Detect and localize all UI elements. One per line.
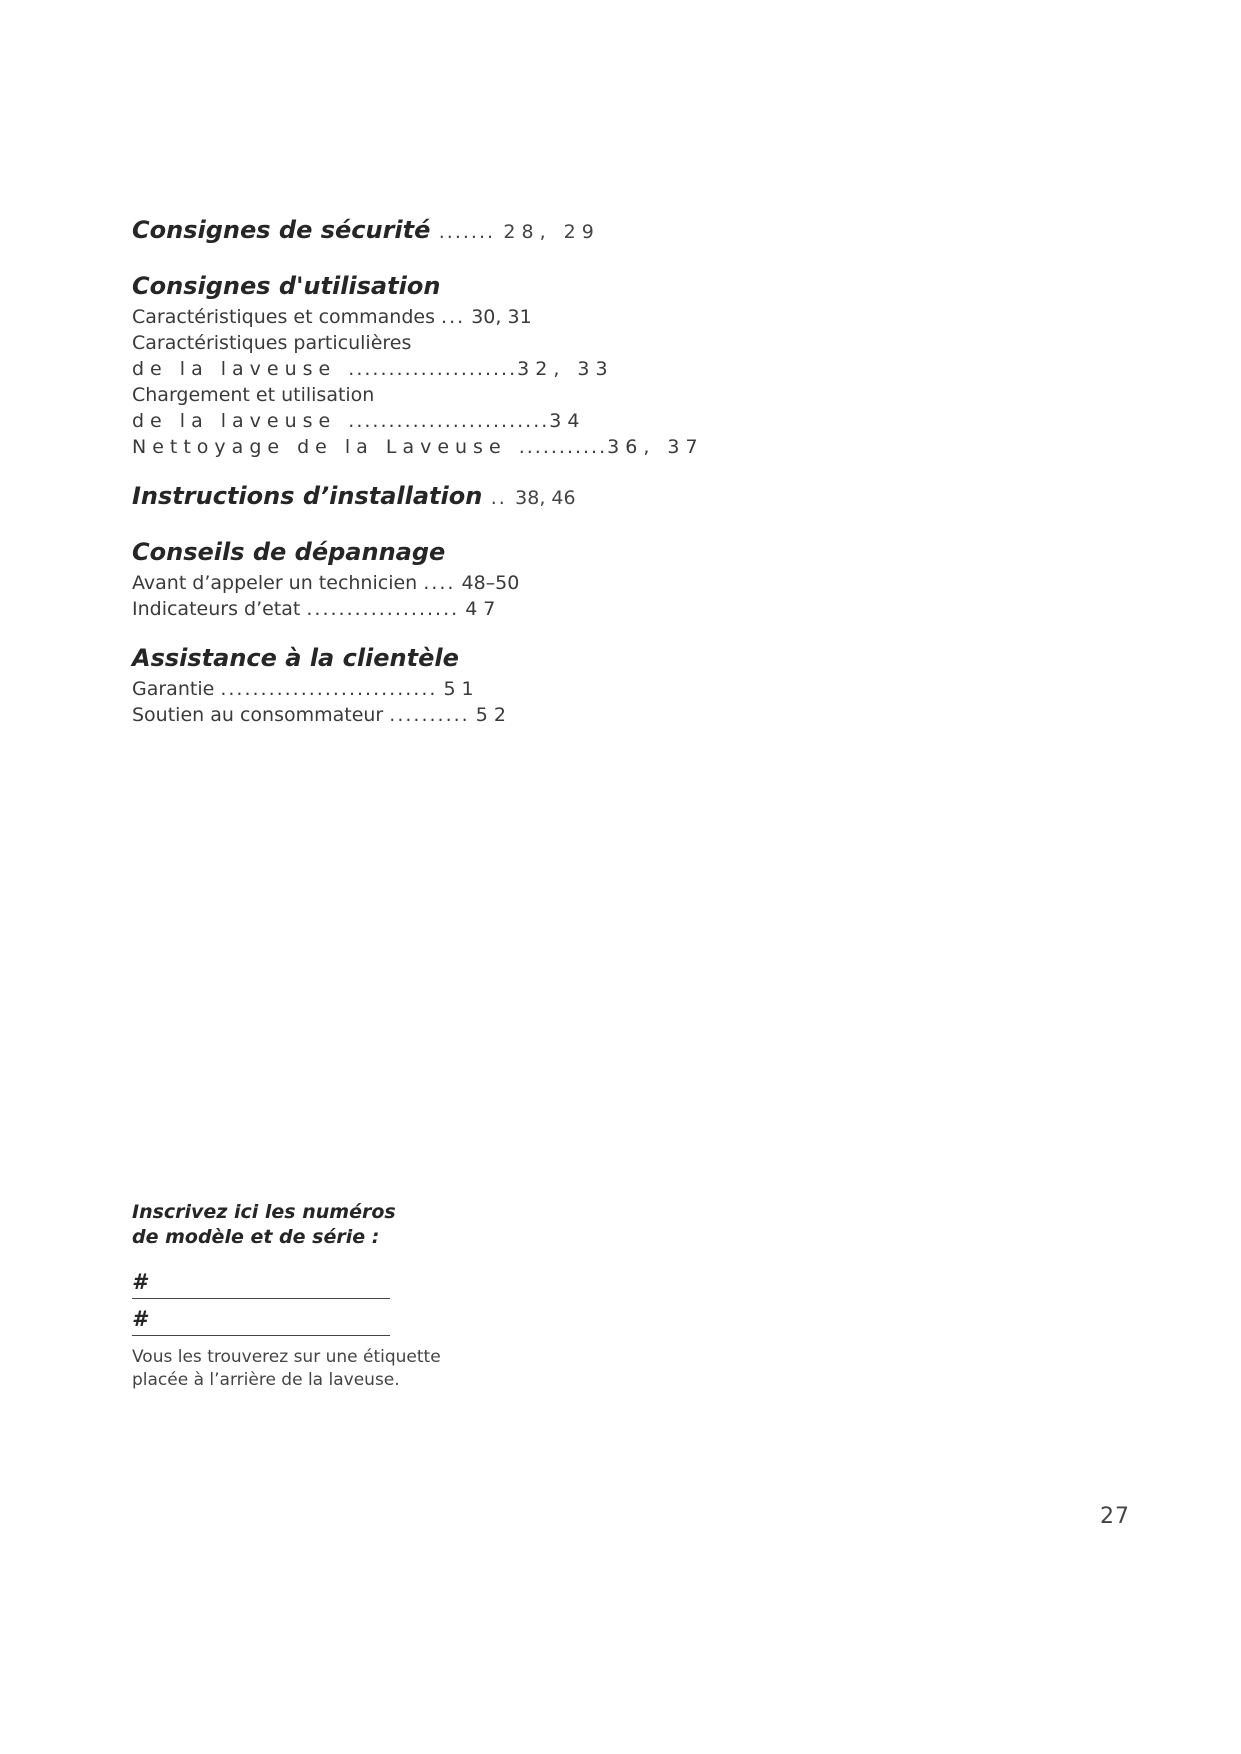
page-ref: 48–50 [461,572,520,594]
toc-heading-title: Instructions d’installation [132,482,483,510]
toc-entry-text: Avant d’appeler un technicien [132,572,418,594]
toc-entry-text: Soutien au consommateur [132,704,384,726]
toc-entry[interactable] [132,596,752,622]
toc-heading-customer[interactable] [132,640,752,676]
page-ref: 32, 33 [517,358,614,380]
dot-leader: .... [423,572,456,594]
toc-entry-text: Indicateurs d’etat [132,598,301,620]
page-ref: 47 [465,598,502,620]
dot-leader: ........................... [220,678,438,700]
dot-leader: ....... [438,221,496,243]
page-ref: 28, 29 [503,221,600,243]
toc-section-operating [132,268,752,460]
toc-heading-troubleshooting[interactable] [132,534,752,570]
toc-entry-text: de la laveuse [132,410,337,432]
toc-entry-text: Garantie [132,678,215,700]
dot-leader: ................... [306,598,460,620]
serial-number-field[interactable]: # [132,1305,390,1336]
toc-entry-text: de la laveuse [132,358,337,380]
page-ref: 51 [443,678,480,700]
table-of-contents [132,212,752,746]
toc-entry[interactable] [132,570,752,596]
page-ref: 38, 46 [515,487,576,509]
toc-heading-title: Conseils de dépannage [132,538,446,566]
serial-note: Vous les trouverez sur une étiquette placée à l’arrière de la laveuse. [132,1347,441,1390]
serial-number-box [132,1200,472,1392]
toc-entry[interactable] [132,304,752,330]
toc-heading-operating[interactable] [132,268,752,304]
toc-section-troubleshooting [132,534,752,622]
dot-leader: .. [490,487,507,509]
dot-leader: ..................... [348,358,518,380]
toc-heading-installation[interactable] [132,478,752,516]
toc-section-installation [132,478,752,516]
toc-entry[interactable] [132,676,752,702]
toc-heading-title: Consignes de sécurité [132,216,431,244]
serial-heading: Inscrivez ici les numéros de modèle et de série : [132,1201,396,1248]
page-ref: 52 [475,704,512,726]
toc-heading-safety[interactable] [132,212,752,250]
toc-heading-title: Consignes d'utilisation [132,272,441,300]
page-ref: 36, 37 [607,436,704,458]
toc-entry-text: Caractéristiques et commandes [132,306,435,328]
toc-entry-text: Chargement et utilisation [132,384,375,406]
page-ref: 30, 31 [471,306,532,328]
toc-entry[interactable] [132,434,752,460]
toc-entry[interactable] [132,702,752,728]
toc-entry[interactable] [132,356,752,382]
dot-leader: .......... [389,704,470,726]
toc-section-safety [132,212,752,250]
toc-entry[interactable] [132,408,752,434]
toc-heading-title: Assistance à la clientèle [132,644,459,672]
toc-entry-text: Caractéristiques particulières [132,332,412,354]
model-number-field[interactable]: # [132,1268,390,1299]
toc-entry-text: Nettoyage de la Laveuse [132,436,507,458]
page-number: 27 [1100,1504,1130,1529]
page-ref: 34 [549,410,586,432]
dot-leader: ... [441,306,466,328]
dot-leader: ........... [518,436,608,458]
dot-leader: ......................... [348,410,550,432]
toc-entry[interactable] [132,382,752,408]
toc-section-customer [132,640,752,728]
toc-entry[interactable] [132,330,752,356]
